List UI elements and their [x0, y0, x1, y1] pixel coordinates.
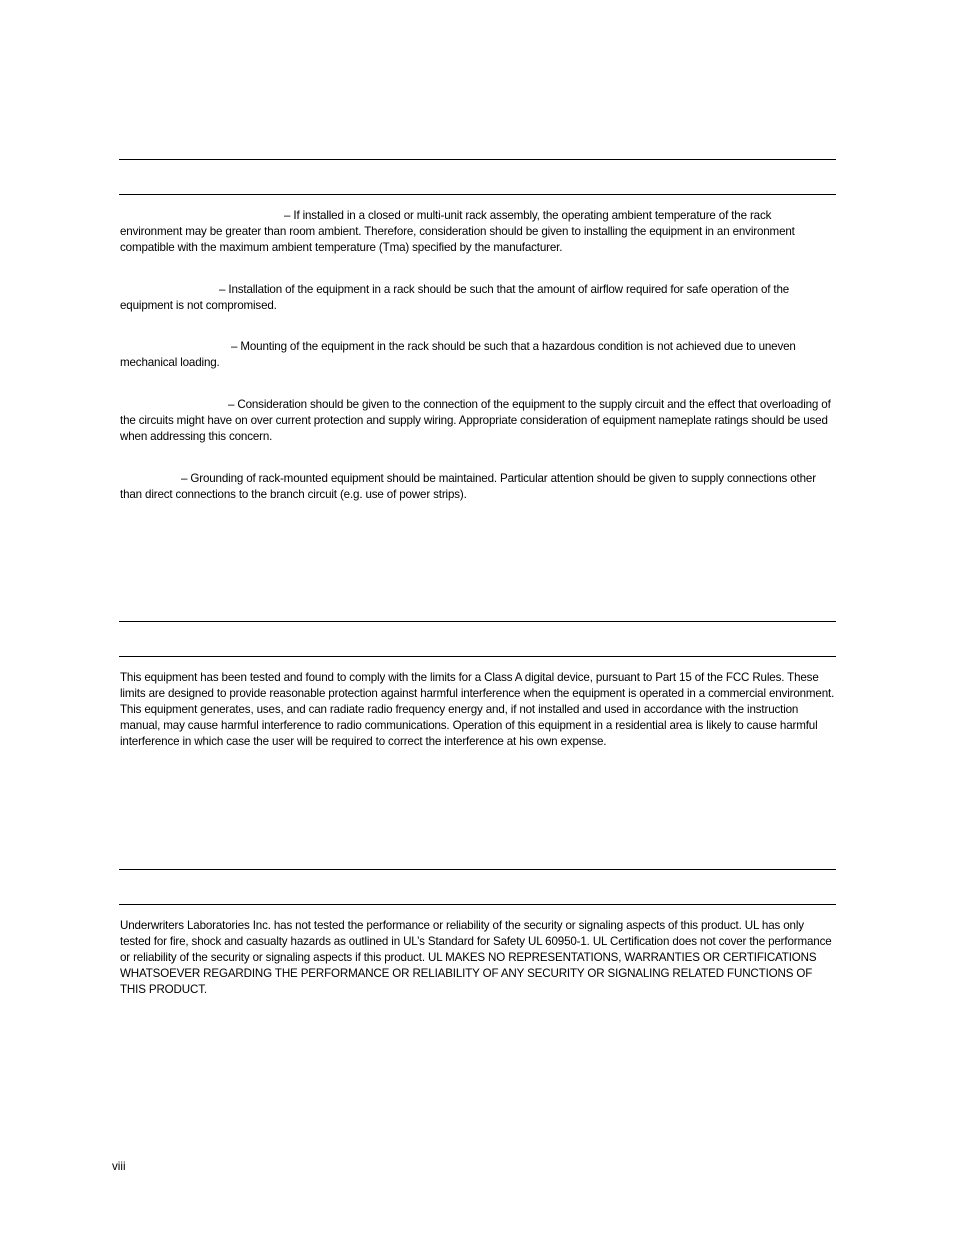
ul-notice-text: Underwriters Laboratories Inc. has not tested the performance or reliability of the security or signaling aspects of this product. UL has only tested for fire, shock and casualty hazards as outlined in UL’s Standard for Safety UL 60950-1. UL Certification does not cover the performance or reliability of the security or signaling aspects if this product. UL MAKES NO REPRESENTATIONS, WARRANTIES OR CERTIFICATIONS WHATSOEVER REGARDING THE PERFORMANCE OR RELIABILITY OF ANY SECURITY OR SIGNALING RELATED FUNCTIONS OF THIS PRODUCT.: [120, 919, 832, 997]
rack-item-grounding: [120, 471, 836, 503]
rack-item-reduced-airflow: [120, 282, 836, 314]
rack-item-text: – Installation of the equipment in a rack should be such that the amount of airflow required for safe operation of the equipment is not compromised.: [120, 283, 790, 313]
section-rule-top: [119, 869, 836, 870]
rack-item-text: – Mounting of the equipment in the rack should be such that a hazardous condition is not achieved due to uneven mechanical loading.: [120, 340, 796, 370]
section-rule-top: [119, 159, 836, 160]
rack-item-text: – If installed in a closed or multi-unit rack assembly, the operating ambient temperature of the rack environment may be greater than room ambient. Therefore, consideration should be given to installing the equipment in an environment compatible with the maximum ambient temperature (Tma) specified by the manufacturer.: [120, 209, 795, 255]
section-rule-bottom: [119, 656, 836, 657]
section-rule-bottom: [119, 194, 836, 195]
section-rule-bottom: [119, 904, 836, 905]
rack-item-elevated-temperature: [120, 208, 836, 256]
fcc-compliance-text: This equipment has been tested and found to comply with the limits for a Class A digital device, pursuant to Part 15 of the FCC Rules. These limits are designed to provide reasonable protection against harmful interference when the equipment is operated in a commercial environment. This equipment generates, uses, and can radiate radio frequency energy and, if not installed and used in accordance with the instruction manual, may cause harmful interference to radio communications. Operation of this equipment in a residential area is likely to cause harmful interference in which case the user will be required to correct the interference at his own expense.: [120, 671, 835, 749]
section-rule-top: [119, 621, 836, 622]
rack-item-text: – Consideration should be given to the connection of the equipment to the supply circuit and the effect that overloading of the circuits might have on over current protection and supply wiring. Appropriate consideration of equipment nameplate ratings should be used when addressing this concern.: [120, 398, 831, 444]
page-number: viii: [112, 1160, 126, 1173]
rack-item-text: – Grounding of rack-mounted equipment should be maintained. Particular attention should be given to supply connections other than direct connections to the branch circuit (e.g. use of power strips).: [120, 472, 816, 502]
rack-item-mechanical-loading: [120, 339, 836, 371]
rack-item-circuit-overloading: [120, 397, 836, 445]
